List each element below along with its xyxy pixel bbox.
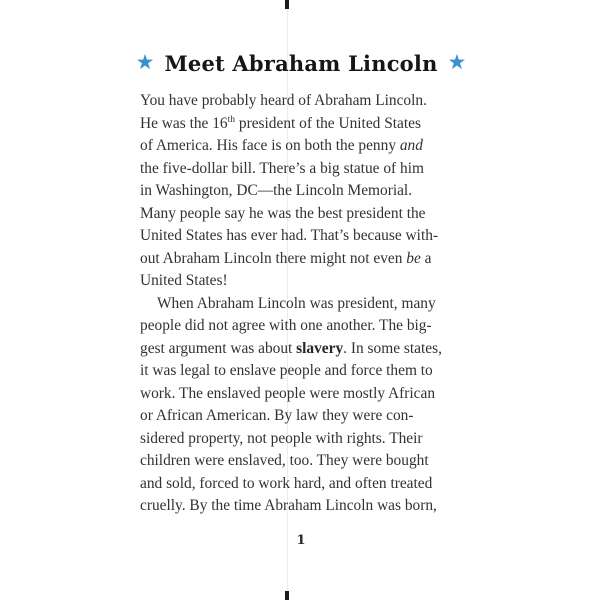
body-text bbox=[140, 90, 462, 518]
text-line: the five-dollar bill. There’s a big statue of him bbox=[140, 159, 424, 177]
star-icon: ★ bbox=[447, 50, 467, 74]
registration-tick-top bbox=[285, 0, 289, 9]
paragraph bbox=[140, 293, 462, 518]
text-line: United States! bbox=[140, 272, 228, 289]
text-line: work. The enslaved people were mostly African bbox=[140, 384, 436, 402]
text-line: out Abraham Lincoln there might not even be a bbox=[140, 249, 432, 267]
text-line: it was legal to enslave people and force them to bbox=[140, 362, 433, 379]
text-line: You have probably heard of Abraham Lincoln. bbox=[140, 92, 427, 109]
text-line: When Abraham Lincoln was president, many bbox=[157, 294, 436, 312]
text-line: sidered property, not people with rights. Their bbox=[140, 429, 423, 447]
page-content bbox=[135, 50, 467, 518]
text-line: children were enslaved, too. They were bought bbox=[140, 452, 429, 469]
chapter-title-row bbox=[135, 50, 467, 77]
text-line: Many people say he was the best president the bbox=[140, 204, 426, 222]
text-line: people did not agree with one another. The big- bbox=[140, 317, 432, 334]
paragraph bbox=[140, 90, 462, 293]
text-line: of America. His face is on both the penny and bbox=[140, 137, 423, 154]
page-title: Meet Abraham Lincoln bbox=[164, 51, 438, 76]
registration-tick-bottom bbox=[285, 591, 289, 600]
page-number: 1 bbox=[296, 533, 306, 548]
text-line: cruelly. By the time Abraham Lincoln was born, bbox=[140, 497, 437, 514]
text-line: He was the 16th president of the United States bbox=[140, 113, 421, 132]
star-icon: ★ bbox=[135, 50, 155, 74]
text-line: gest argument was about slavery. In some states, bbox=[140, 339, 442, 357]
text-line: or African American. By law they were con- bbox=[140, 407, 414, 424]
text-line: and sold, forced to work hard, and often treated bbox=[140, 474, 433, 492]
text-line: in Washington, DC—the Lincoln Memorial. bbox=[140, 182, 413, 199]
text-line: United States has ever had. That’s because with- bbox=[140, 227, 439, 244]
